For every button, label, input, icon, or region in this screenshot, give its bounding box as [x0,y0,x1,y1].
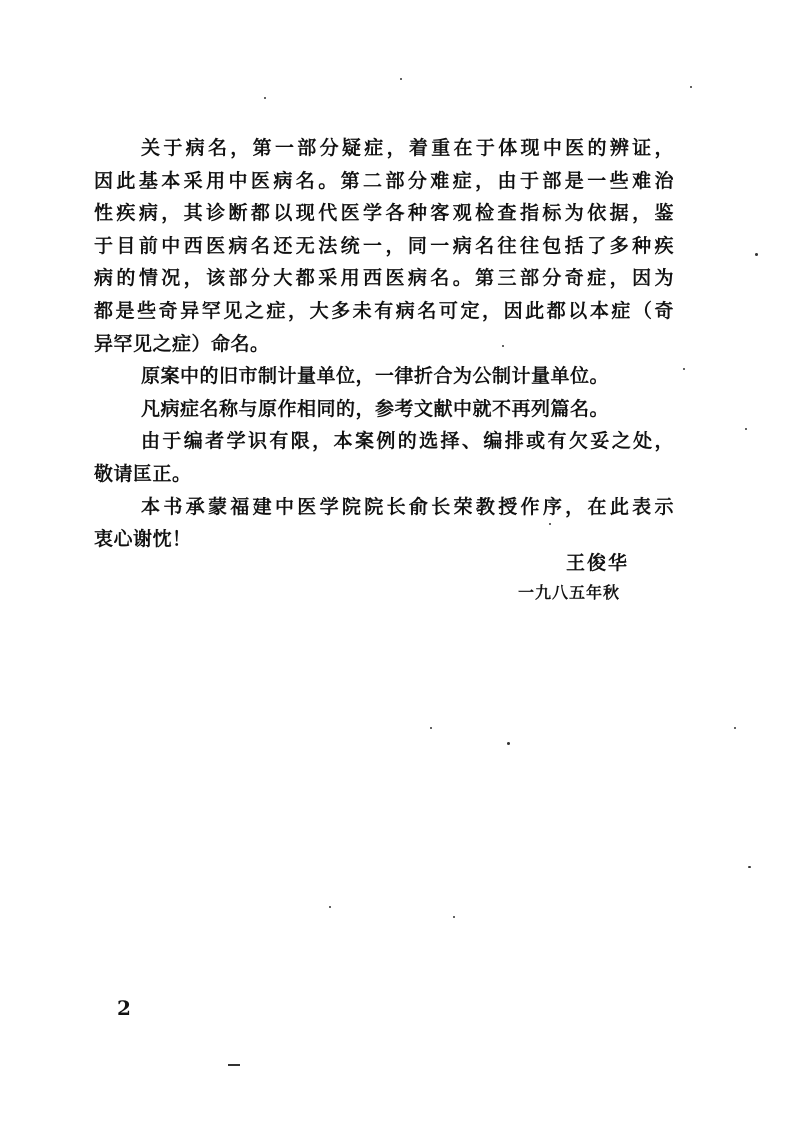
paragraph-3-line-1: 凡病症名称与原作相同的，参考文献中就不再列篇名。 [141,397,610,420]
scan-speck [228,1064,240,1066]
paragraph-1-line-1: 关于病名，第一部分疑症，着重在于体现中医的辨证， [141,137,674,159]
scan-speck [502,345,504,347]
author-signature: 王俊华 [566,552,630,574]
paragraph-1-line-4: 于目前中西医病名还无法统一，同一病名往往包括了多种疾 [94,234,674,257]
paragraph-4-line-1: 由于编者学识有限，本案例的选择、编排或有欠妥之处， [141,430,674,453]
preface-body [94,132,674,556]
paragraph-1-line-7: 异罕见之症）命名。 [94,332,270,355]
scan-speck [683,368,685,370]
paragraph-5-line-2: 衷心谢忱！ [94,528,192,551]
scan-speck [507,742,510,745]
paragraph-1-line-6: 都是些奇异罕见之症，大多未有病名可定，因此都以本症（奇 [94,299,674,322]
paragraph-1-line-5: 病的情况，该部分大都采用西医病名。第三部分奇症，因为 [94,267,674,290]
scan-speck [430,727,432,729]
scan-speck [264,97,266,99]
scan-speck [400,78,402,80]
scan-speck [690,86,692,88]
paragraph-1-line-3: 性疾病，其诊断都以现代医学各种客观检查指标为依据，鉴 [94,202,674,225]
scan-speck [745,428,747,430]
preface-date: 一九八五年秋 [518,583,621,602]
scan-speck [734,727,736,729]
scan-speck [748,866,751,868]
scan-speck [755,253,758,256]
paragraph-5-line-1: 本书承蒙福建中医学院院长俞长荣教授作序，在此表示 [141,495,674,518]
scan-speck [329,906,331,908]
scan-speck [453,916,455,918]
scan-speck [549,523,551,525]
paragraph-1-line-2: 因此基本采用中医病名。第二部分难症，由于部是一些难治 [94,169,674,192]
paragraph-2-line-1: 原案中的旧市制计量单位，一律折合为公制计量单位。 [141,365,610,388]
page-number: 2 [117,996,131,1020]
paragraph-4-line-2: 敬请匡正。 [94,462,192,485]
